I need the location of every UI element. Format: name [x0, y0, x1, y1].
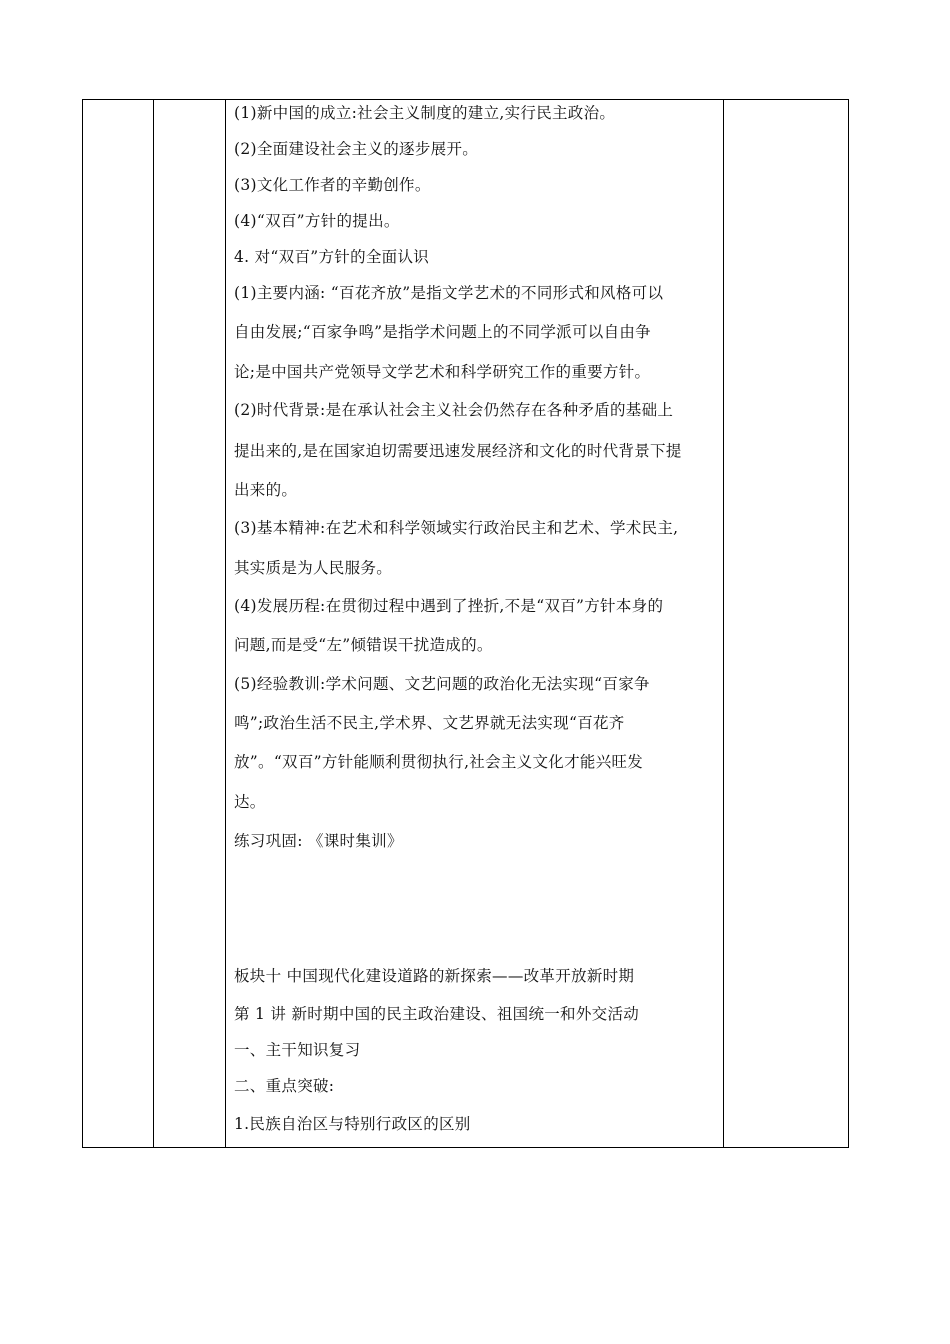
- text-line: 其实质是为人民服务。: [234, 559, 393, 577]
- text-line: (2)时代背景:是在承认社会主义社会仍然存在各种矛盾的基础上: [234, 401, 674, 419]
- text-line: 出来的。: [234, 481, 298, 499]
- text-line: (3)文化工作者的辛勤创作。: [234, 176, 431, 194]
- module-heading: 板块十 中国现代化建设道路的新探索——改革开放新时期: [234, 967, 635, 985]
- text-line: 达。: [234, 793, 266, 811]
- lecture-heading: 第 1 讲 新时期中国的民主政治建设、祖国统一和外交活动: [234, 1005, 640, 1023]
- section-heading: 4. 对“双百”方针的全面认识: [234, 248, 430, 266]
- text-line: (1)主要内涵: “百花齐放”是指文学艺术的不同形式和风格可以: [234, 284, 664, 302]
- text-line: 放”。“双百”方针能顺利贯彻执行,社会主义文化才能兴旺发: [234, 753, 644, 771]
- text-line: 论;是中国共产党领导文学艺术和科学研究工作的重要方针。: [234, 363, 651, 381]
- text-line: 1.民族自治区与特别行政区的区别: [234, 1115, 471, 1133]
- text-line: (5)经验教训:学术问题、文艺问题的政治化无法实现“百家争: [234, 675, 650, 693]
- text-line: 自由发展;“百家争鸣”是指学术问题上的不同学派可以自由争: [234, 323, 651, 341]
- text-line: (1)新中国的成立:社会主义制度的建立,实行民主政治。: [234, 104, 616, 122]
- text-line: 提出来的,是在国家迫切需要迅速发展经济和文化的时代背景下提: [234, 442, 682, 460]
- text-line: 鸣”;政治生活不民主,学术界、文艺界就无法实现“百花齐: [234, 714, 625, 732]
- column-divider-2: [225, 100, 226, 1147]
- document-table: [82, 99, 849, 1148]
- column-divider-1: [153, 100, 154, 1147]
- text-line: (2)全面建设社会主义的逐步展开。: [234, 140, 479, 158]
- text-line: (3)基本精神:在艺术和科学领域实行政治民主和艺术、学术民主,: [234, 519, 679, 537]
- text-line: (4)发展历程:在贯彻过程中遇到了挫折,不是“双百”方针本身的: [234, 597, 664, 615]
- text-line: (4)“双百”方针的提出。: [234, 212, 400, 230]
- practice-line: 练习巩固: 《课时集训》: [234, 832, 403, 850]
- section-heading: 二、重点突破:: [234, 1077, 335, 1095]
- section-heading: 一、主干知识复习: [234, 1041, 361, 1059]
- column-divider-3: [723, 100, 724, 1147]
- text-line: 问题,而是受“左”倾错误干扰造成的。: [234, 636, 493, 654]
